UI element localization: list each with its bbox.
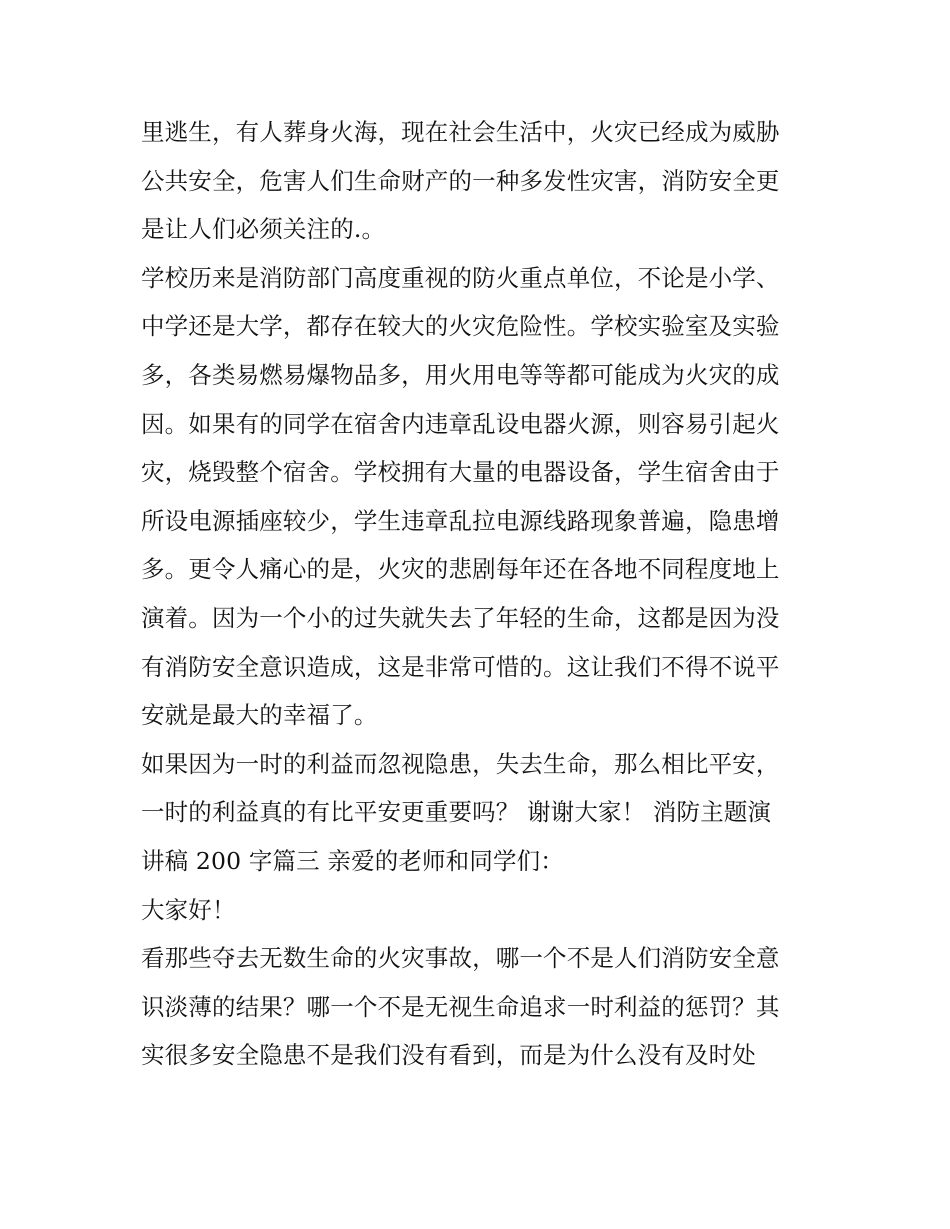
text-line: 学校历来是消防部门高度重视的防火重点单位，不论是小学、 (141, 263, 780, 292)
text-line: 识淡薄的结果？哪一个不是无视生命追求一时利益的惩罚？其 (141, 992, 780, 1021)
text-line: 大家好！ (141, 895, 236, 924)
text-line: 看那些夺去无数生命的火灾事故，哪一个不是人们消防安全意 (141, 944, 780, 973)
text-line: 一时的利益真的有比平安更重要吗？ 谢谢大家！ 消防主题演 (141, 798, 772, 827)
text-line: 多，各类易燃易爆物品多，用火用电等等都可能成为火灾的成 (141, 360, 780, 389)
document-body (141, 108, 821, 1080)
text-line: 中学还是大学，都存在较大的火灾危险性。学校实验室及实验 (141, 312, 780, 341)
text-line: 公共安全，危害人们生命财产的一种多发性灾害，消防安全更 (141, 166, 780, 195)
text-line: 里逃生，有人葬身火海，现在社会生活中，火灾已经成为威胁 (141, 118, 780, 146)
text-line: 如果因为一时的利益而忽视隐患，失去生命，那么相比平安， (141, 749, 780, 778)
text-line: 讲稿 200 字篇三 亲爱的老师和同学们： (141, 846, 564, 875)
text-line: 灾，烧毁整个宿舍。学校拥有大量的电器设备，学生宿舍由于 (141, 458, 780, 487)
text-line: 是让人们必须关注的.。 (141, 215, 386, 244)
text-line: 演着。因为一个小的过失就失去了年轻的生命，这都是因为没 (141, 603, 780, 632)
text-line: 因。如果有的同学在宿舍内违章乱设电器火源，则容易引起火 (141, 409, 780, 438)
text-line: 有消防安全意识造成，这是非常可惜的。这让我们不得不说平 (141, 652, 780, 681)
text-line: 所设电源插座较少，学生违章乱拉电源线路现象普遍，隐患增 (141, 506, 780, 535)
text-line: 多。更令人痛心的是，火灾的悲剧每年还在各地不同程度地上 (141, 555, 780, 584)
text-line: 实很多安全隐患不是我们没有看到，而是为什么没有及时处 (141, 1041, 756, 1070)
text-line: 安就是最大的幸福了。 (141, 701, 378, 730)
